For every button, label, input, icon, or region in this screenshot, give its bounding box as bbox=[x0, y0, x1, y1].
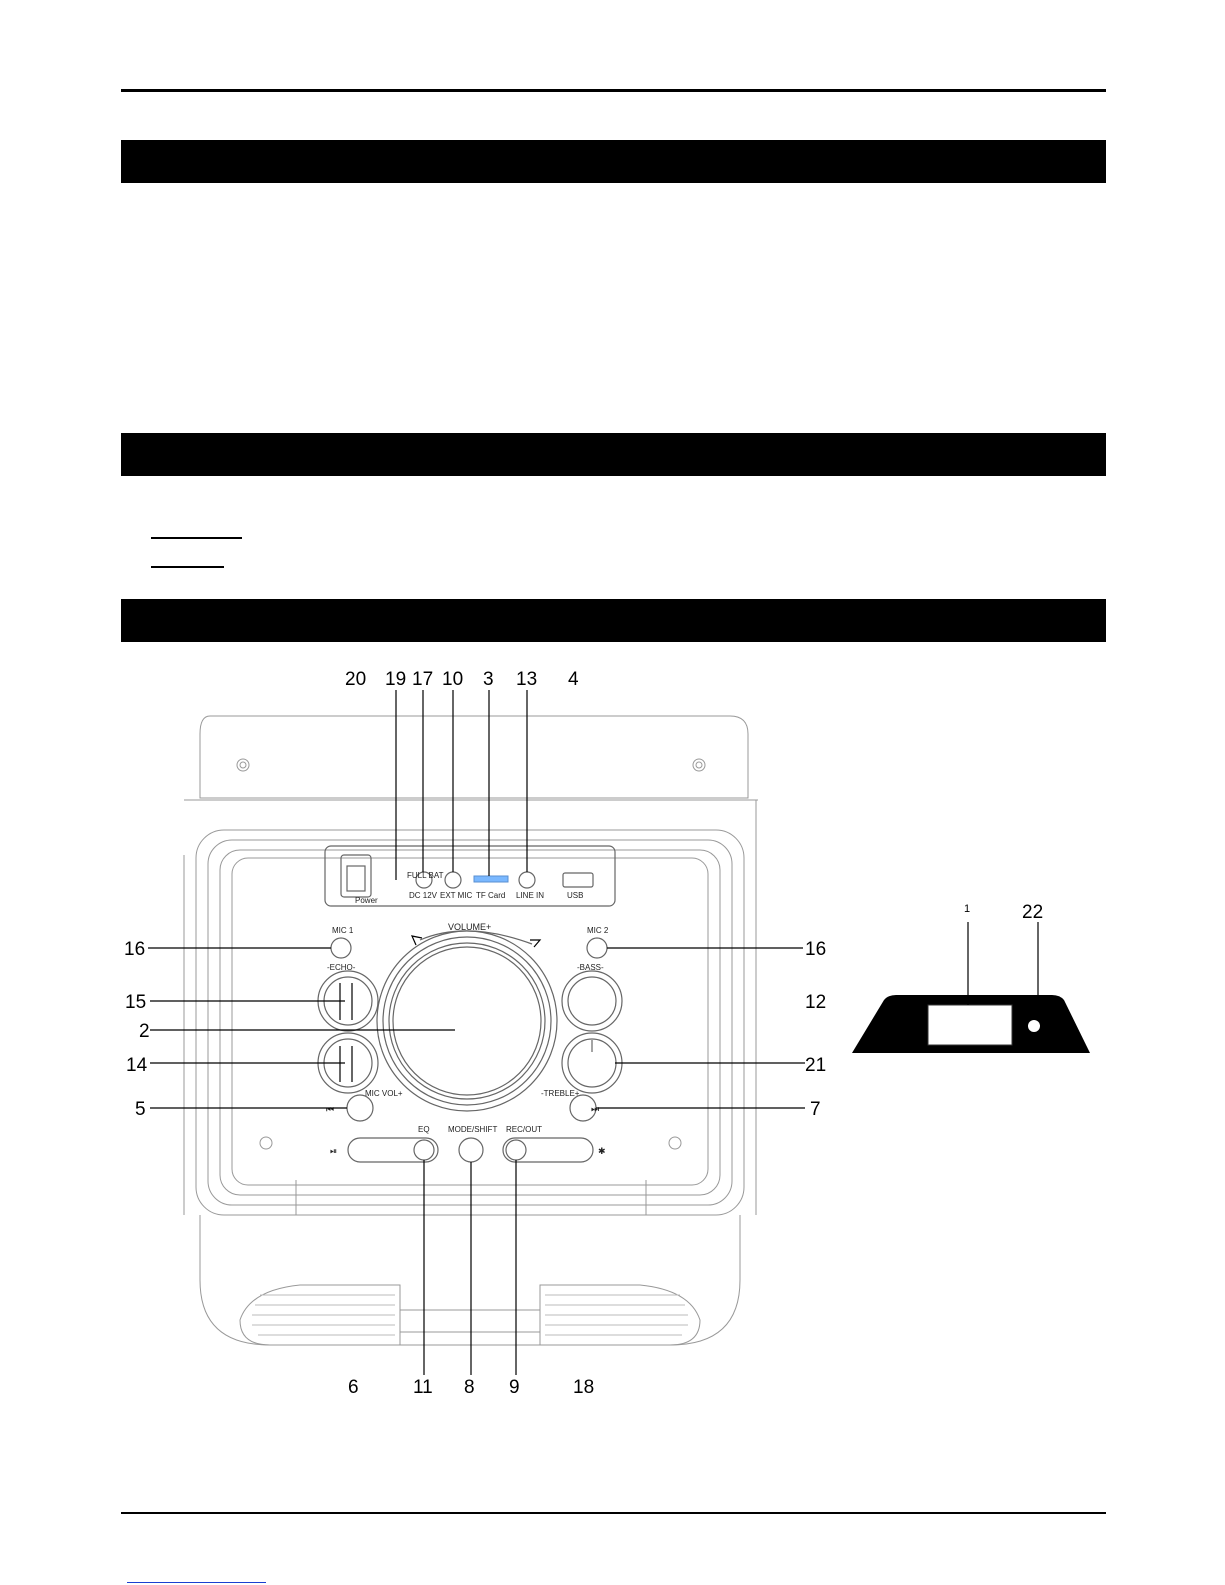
bluetooth-icon: ✱ bbox=[598, 1146, 606, 1156]
power-label: Power bbox=[355, 896, 378, 905]
callout-6: 6 bbox=[348, 1377, 359, 1398]
display-panel bbox=[852, 902, 1090, 1053]
callout-16-left: 16 bbox=[124, 939, 146, 960]
callout-20: 20 bbox=[345, 669, 367, 690]
callout-21: 21 bbox=[805, 1055, 827, 1076]
callout-10: 10 bbox=[442, 669, 464, 690]
callout-7: 7 bbox=[810, 1099, 821, 1120]
callout-3: 3 bbox=[483, 669, 494, 690]
bass-label: -BASS- bbox=[577, 963, 604, 972]
callout-2: 2 bbox=[139, 1021, 150, 1042]
previous-icon: ⏮ bbox=[326, 1104, 335, 1114]
callout-4: 4 bbox=[568, 669, 579, 690]
callout-16-right: 16 bbox=[805, 939, 827, 960]
display-knob bbox=[1028, 1020, 1040, 1032]
treble-label: -TREBLE+ bbox=[541, 1089, 580, 1098]
port-label-usb: USB bbox=[567, 891, 584, 900]
callout-13: 13 bbox=[516, 669, 538, 690]
callout-14: 14 bbox=[126, 1055, 148, 1076]
mic1-label: MIC 1 bbox=[332, 926, 354, 935]
callout-numbers bbox=[124, 669, 826, 1398]
mic2-label: MIC 2 bbox=[587, 926, 609, 935]
callout-11: 11 bbox=[413, 1377, 433, 1398]
callout-8: 8 bbox=[464, 1377, 475, 1398]
callout-9: 9 bbox=[509, 1377, 520, 1398]
play-pause-icon: ⏯ bbox=[330, 1146, 338, 1156]
callout-15: 15 bbox=[125, 992, 147, 1013]
callout-1: 1 bbox=[964, 903, 971, 915]
callout-12: 12 bbox=[805, 992, 827, 1013]
next-icon: ⏭ bbox=[591, 1104, 600, 1114]
callout-5: 5 bbox=[135, 1099, 146, 1120]
full-bat-label: FULL BAT bbox=[407, 871, 444, 880]
volume-label: VOLUME+ bbox=[448, 922, 492, 932]
echo-label: -ECHO- bbox=[327, 963, 356, 972]
port-label-tf: TF Card bbox=[476, 891, 506, 900]
port-label-dc: DC 12V bbox=[409, 891, 438, 900]
callout-22: 22 bbox=[1022, 902, 1044, 923]
mode-label: MODE/SHIFT bbox=[448, 1125, 498, 1134]
micvol-label: MIC VOL+ bbox=[365, 1089, 403, 1098]
port-label-extmic: EXT MIC bbox=[440, 891, 473, 900]
callout-19: 19 bbox=[385, 669, 407, 690]
callout-lines bbox=[148, 690, 805, 1375]
record-label: REC/OUT bbox=[506, 1125, 542, 1134]
callout-18: 18 bbox=[573, 1377, 595, 1398]
eq-label: EQ bbox=[418, 1125, 430, 1134]
port-label-linein: LINE IN bbox=[516, 891, 545, 900]
callout-17: 17 bbox=[412, 669, 434, 690]
display-screen bbox=[928, 1005, 1012, 1045]
